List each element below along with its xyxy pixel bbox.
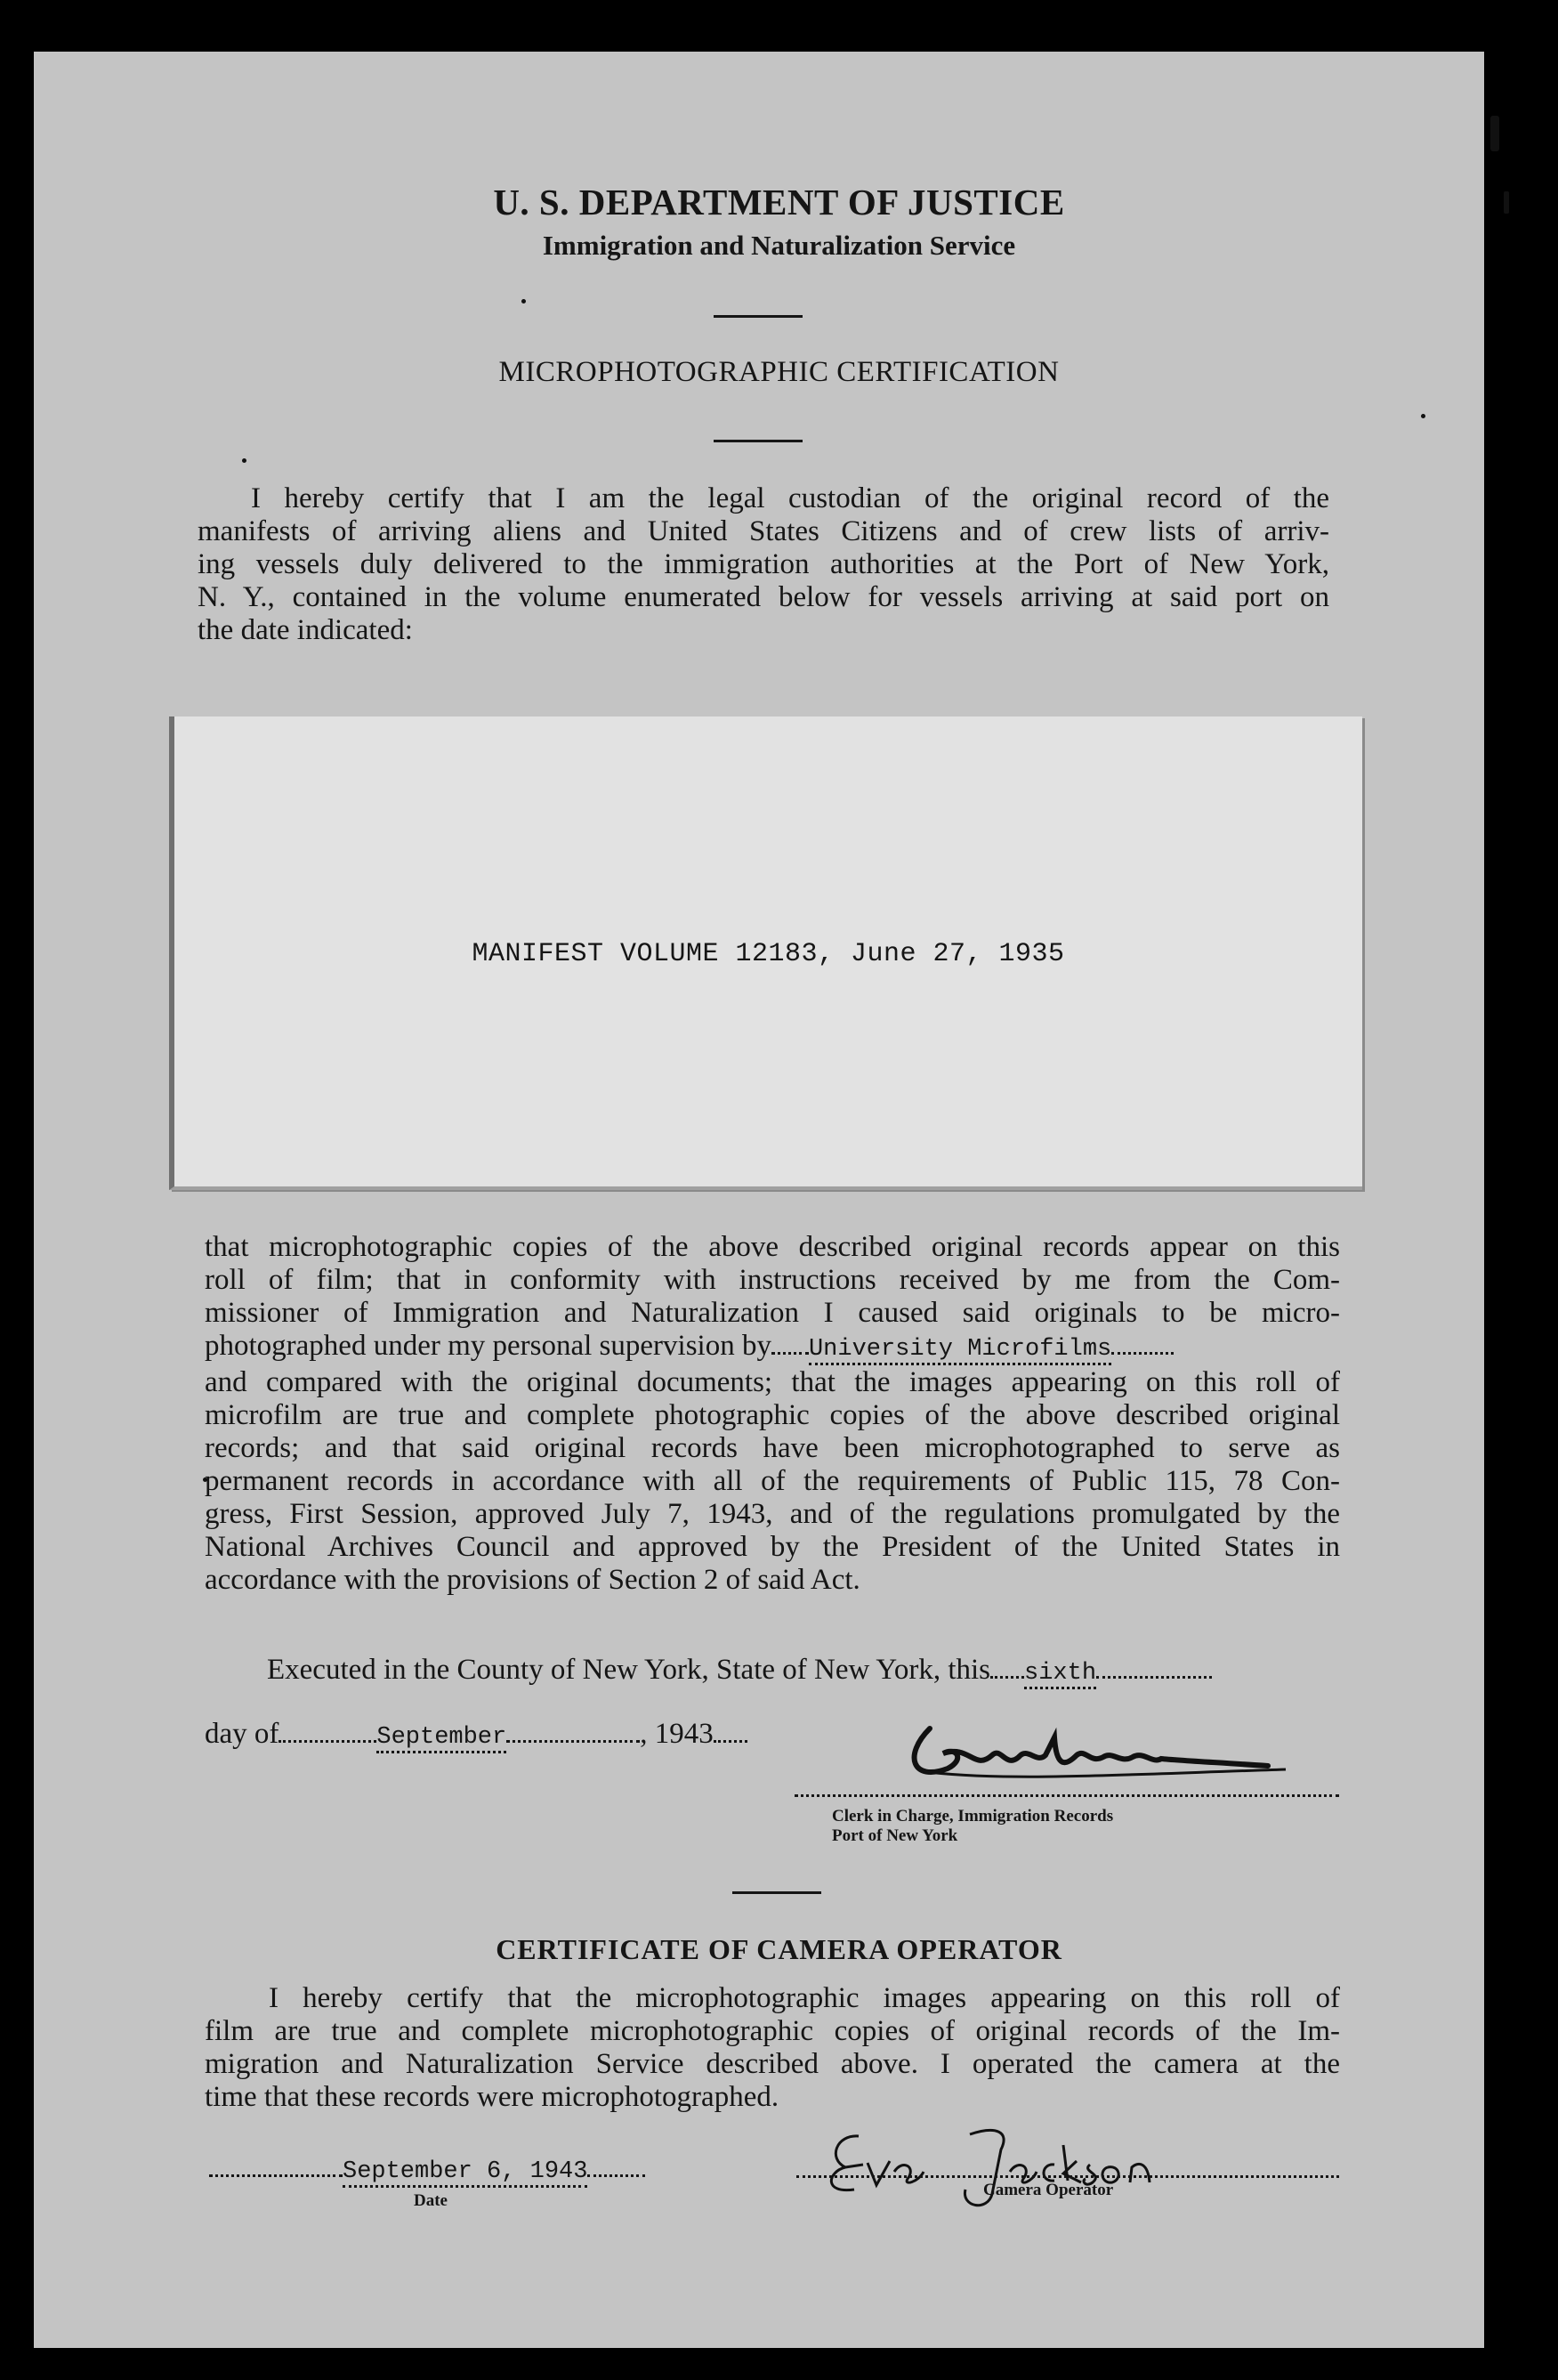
dotted-leader	[506, 1733, 640, 1743]
dotted-leader	[1096, 1669, 1212, 1679]
film-speck	[521, 299, 526, 304]
body-line: and compared with the original documents; that the images appearing on this roll of	[205, 1366, 1340, 1398]
film-speck	[1421, 414, 1425, 418]
date-value: September 6, 1943	[343, 2158, 587, 2188]
body-line-supervision	[205, 1330, 1340, 1366]
dotted-leader	[1111, 1345, 1174, 1355]
day-of-label: day of	[205, 1718, 279, 1750]
executed-line	[267, 1654, 1212, 1687]
body-line: records; and that said original records have been microphotographed to serve as	[205, 1432, 1340, 1464]
clerk-port: Port of New York	[832, 1826, 958, 1845]
operator-signature	[819, 2118, 1192, 2216]
executed-day: sixth	[1024, 1660, 1096, 1689]
date-line	[209, 2152, 645, 2185]
operator-signature-line	[796, 2168, 1339, 2178]
film-speck	[242, 458, 246, 463]
clerk-title: Clerk in Charge, Immigration Records	[832, 1807, 1114, 1825]
date-label: Date	[414, 2191, 448, 2210]
dotted-leader	[279, 1733, 376, 1743]
film-speck	[1490, 116, 1499, 151]
divider-rule	[714, 440, 803, 442]
intro-line: I hereby certify that I am the legal custodian of the original record of the	[251, 482, 1329, 514]
camera-line: migration and Naturalization Service described above. I operated the camera at the	[205, 2048, 1340, 2080]
executed-month: September	[376, 1724, 506, 1753]
intro-line: ing vessels duly delivered to the immigration authorities at the Port of New York,	[198, 548, 1329, 580]
executed-year: , 1943	[640, 1718, 714, 1750]
camera-line: film are true and complete microphotographic copies of original records of the Im-	[205, 2015, 1340, 2047]
intro-line: manifests of arriving aliens and United States Citizens and of crew lists of arriv-	[198, 515, 1329, 547]
dotted-leader	[990, 1669, 1024, 1679]
camera-line: I hereby certify that the microphotographic images appearing on this roll of	[269, 1982, 1340, 2014]
service-subtitle: Immigration and Naturalization Service	[542, 230, 1016, 261]
camera-paragraph	[205, 1982, 1340, 2114]
dotted-leader	[771, 1345, 809, 1355]
dotted-leader	[714, 1733, 747, 1743]
camera-line: time that these records were microphotographed.	[205, 2081, 779, 2113]
microfilm-company: University Microfilms	[809, 1336, 1111, 1365]
body-line: missioner of Immigration and Naturalization I caused said originals to be micro-	[205, 1297, 1340, 1329]
volume-card	[169, 716, 1362, 1190]
intro-line: N. Y., contained in the volume enumerated below for vessels arriving at said port on	[198, 581, 1329, 613]
dotted-leader	[587, 2167, 645, 2177]
department-title: U. S. DEPARTMENT OF JUSTICE	[493, 182, 1065, 223]
body-line: roll of film; that in conformity with instructions received by me from the Com-	[205, 1264, 1340, 1296]
body-line: permanent records in accordance with all of the requirements of Public 115, 78 Con-	[205, 1465, 1340, 1497]
day-of-line	[205, 1718, 747, 1751]
body-line: gress, First Session, approved July 7, 1943, and of the regulations promulgated by the	[205, 1498, 1340, 1530]
body-paragraph	[205, 1231, 1340, 1597]
certification-heading: MICROPHOTOGRAPHIC CERTIFICATION	[498, 356, 1060, 388]
supervision-text: photographed under my personal supervision by	[205, 1330, 771, 1362]
intro-line: the date indicated:	[198, 614, 413, 646]
body-line: microfilm are true and complete photographic copies of the above described original	[205, 1399, 1340, 1431]
divider-rule	[714, 315, 803, 318]
clerk-signature-line	[795, 1787, 1339, 1797]
volume-label: MANIFEST VOLUME 12183, June 27, 1935	[472, 939, 1065, 969]
body-line: National Archives Council and approved by the President of the United States in	[205, 1531, 1340, 1563]
divider-rule	[732, 1891, 821, 1894]
executed-text: Executed in the County of New York, State of New York, this	[267, 1654, 991, 1686]
dotted-leader	[209, 2167, 343, 2177]
clerk-signature	[894, 1720, 1304, 1791]
camera-certificate-heading: CERTIFICATE OF CAMERA OPERATOR	[496, 1933, 1062, 1965]
body-line: that microphotographic copies of the above described original records appear on this	[205, 1231, 1340, 1263]
body-line: accordance with the provisions of Section 2 of said Act.	[205, 1564, 860, 1596]
intro-paragraph	[198, 482, 1329, 647]
operator-label: Camera Operator	[983, 2181, 1114, 2199]
